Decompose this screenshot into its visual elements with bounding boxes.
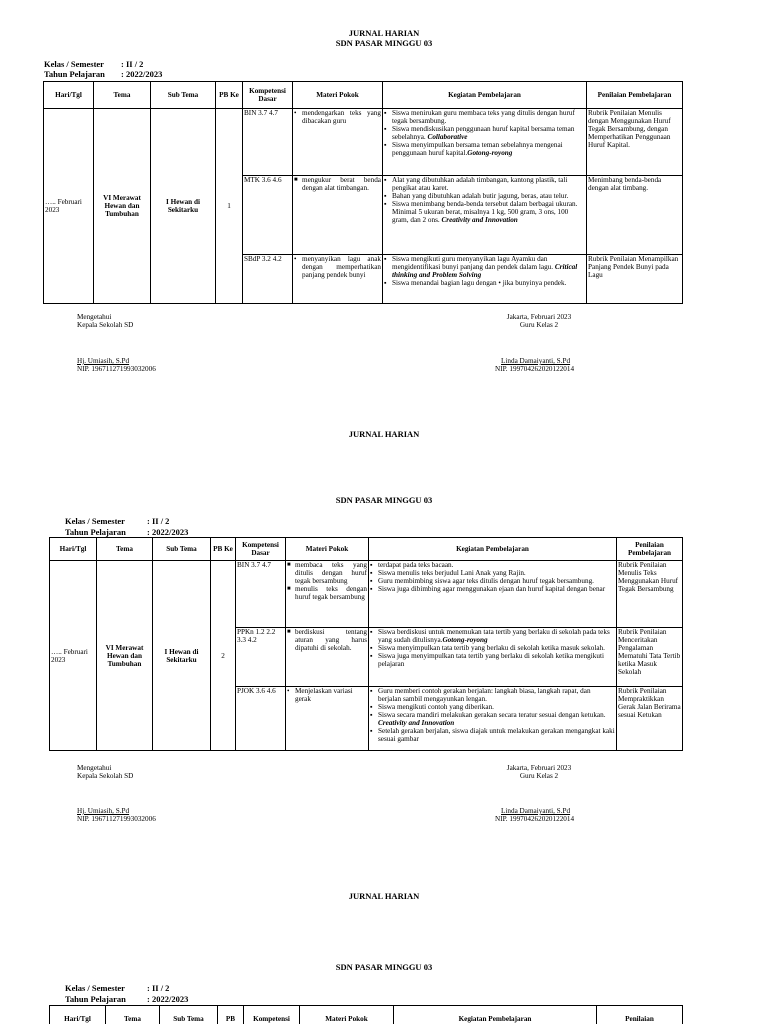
kegiatan-item — [392, 200, 585, 224]
pb-cell: 1 — [216, 109, 243, 304]
page2-tahun — [65, 527, 188, 537]
kegiatan-text: Siswa secara mandiri melakukan gerakan secara teratur sesuai dengan ketukan. — [378, 711, 606, 719]
kegiatan-item: ▪ Siswa menirukan guru membaca teks yang ditulis dengan huruf tegak bersambung. — [392, 109, 585, 125]
page1-sign-right-name — [495, 357, 574, 373]
sign-left-line2: Kepala Sekolah SD — [77, 321, 134, 329]
kegiatan-text: Siswa mengikuti guru menyanyikan lagu Ayamku dan mengidentifikasi bunyi panjang dan pendek dalam lagu. — [392, 255, 554, 271]
sign-left-nip: NIP. 196711271993032006 — [77, 815, 156, 823]
kelas-value: : II / 2 — [147, 516, 170, 526]
page1-sign-right — [503, 313, 575, 329]
tahun-label: Tahun Pelajaran — [44, 69, 105, 79]
page2-school: SDN PASAR MINGGU 03 — [335, 495, 433, 505]
kelas-label: Kelas / Semester — [65, 516, 125, 526]
header-kd: Kompetensi — [244, 1006, 300, 1024]
tahun-value: : 2022/2023 — [121, 69, 163, 79]
kegiatan-emphasis: Creativity and Innovation — [441, 216, 518, 224]
kd-cell: PPKn 1.2 2.2 3.3 4.2 — [236, 628, 286, 687]
kegiatan-item: ▪ Guru memberi contoh gerakan berjalan: langkah biasa, langkah rapat, dan berjalan sambil mengayunkan lengan. — [378, 687, 615, 703]
kegiatan-text: Siswa berdiskusi untuk menemukan tata tertib yang berlaku di sekolah pada teks yang sudah ditulisnya. — [378, 628, 610, 644]
tahun-label: Tahun Pelajaran — [65, 994, 126, 1004]
kelas-value: : II / 2 — [121, 59, 144, 69]
page1-journal-table — [43, 81, 683, 304]
page3-tahun — [65, 994, 188, 1004]
materi-item: • Menjelaskan variasi gerak — [295, 687, 367, 703]
kegiatan-emphasis: Critical thinking and Problem Solving — [392, 263, 578, 279]
page2-sign-right — [503, 764, 575, 780]
sign-left-line1: Mengetahui — [77, 764, 112, 772]
tahun-label: Tahun Pelajaran — [65, 527, 126, 537]
header-pb: PB Ke — [216, 82, 243, 109]
header-penilaian: Penilaian Pembelajaran — [617, 538, 683, 561]
kegiatan-item: ▪ Setelah gerakan berjalan, siswa diajak untuk melakukan gerakan mengangkat kaki sesuai gambar — [378, 727, 615, 743]
header-materi: Materi Pokok — [286, 538, 369, 561]
page1-title: JURNAL HARIAN — [348, 28, 420, 38]
materi-cell — [286, 687, 369, 751]
header-tema: Tema — [106, 1006, 160, 1024]
header-tema: Tema — [94, 82, 151, 109]
header-materi: Materi Pokok — [293, 82, 383, 109]
header-penilaian: Penilaian Pembelajaran — [587, 82, 683, 109]
kegiatan-item: ▪ Siswa menulis teks berjudul Lani Anak yang Rajin. — [378, 569, 615, 577]
sign-left-line1: Mengetahui — [77, 313, 112, 321]
kegiatan-text: Siswa menimbang benda-benda tersebut dalam berbagai ukuran. Minimal 5 ukuran berat, misalnya 1 kg, 500 gram, 3 ons, 100 gram, dan 2 ons. — [392, 200, 578, 224]
tahun-value: : 2022/2023 — [147, 527, 189, 537]
penilaian-cell: Rubrik Penilaian Menampilkan Panjang Pendek Bunyi pada Lagu — [587, 255, 683, 304]
kd-cell: BIN 3.7 4.7 — [243, 109, 293, 176]
kelas-value: : II / 2 — [147, 983, 170, 993]
materi-item: ■ mengukur berat benda dengan alat timbangan. — [302, 176, 381, 192]
header-kd: Kompetensi Dasar — [236, 538, 286, 561]
kegiatan-item: ▪ Siswa menyimpulkan tata tertib yang berlaku di sekolah ketika masuk sekolah. — [378, 644, 615, 652]
kegiatan-text: Siswa mendiskusikan penggunaan huruf kapital bersama teman sebelahnya. — [392, 125, 575, 141]
sign-left-name: Hj. Umiasih, S.Pd — [77, 807, 130, 815]
kelas-label: Kelas / Semester — [65, 983, 125, 993]
page3-table-clip — [49, 1005, 689, 1024]
subtema-cell: I Hewan di Sekitarku — [153, 561, 211, 751]
materi-cell — [293, 255, 383, 304]
kegiatan-cell — [369, 561, 617, 628]
kegiatan-emphasis: Collaborative — [427, 133, 468, 141]
page1-kelas — [44, 59, 143, 69]
sign-right-nip: NIP. 199704262020122014 — [495, 365, 575, 373]
kegiatan-emphasis: Creativity and Innovation — [378, 719, 455, 727]
header-subtema: Sub Tema — [151, 82, 216, 109]
sign-left-name: Hj. Umiasih, S.Pd — [77, 357, 130, 365]
page2-title: JURNAL HARIAN — [348, 429, 420, 439]
kegiatan-item: ▪ Bahan yang dibutuhkan adalah butir jagung, beras, atau telur. — [392, 192, 585, 200]
header-subtema: Sub Tema — [160, 1006, 218, 1024]
materi-item: ■ membaca teks yang ditulis dengan huruf tegak bersambung — [295, 561, 367, 585]
kegiatan-item — [378, 628, 615, 644]
kegiatan-item — [392, 141, 585, 157]
sign-right-line2: Guru Kelas 2 — [519, 772, 559, 780]
tahun-value: : 2022/2023 — [147, 994, 189, 1004]
header-hari: Hari/Tgl — [50, 538, 97, 561]
sign-right-nip: NIP. 199704262020122014 — [495, 815, 575, 823]
materi-item: ■ berdiskusi tentang aturan yang harus dipatuhi di sekolah. — [295, 628, 367, 652]
sign-left-line2: Kepala Sekolah SD — [77, 772, 134, 780]
page1-school: SDN PASAR MINGGU 03 — [335, 38, 433, 48]
kegiatan-cell — [383, 109, 587, 176]
header-kegiatan: Kegiatan Pembelajaran — [369, 538, 617, 561]
header-pb: PB Ke — [211, 538, 236, 561]
kegiatan-cell — [369, 687, 617, 751]
tema-cell: VI Merawat Hewan dan Tumbuhan — [94, 109, 151, 304]
hari-cell: ….. Februari 2023 — [44, 109, 94, 304]
materi-item: ■ menulis teks dengan huruf tegak bersambung — [295, 585, 367, 601]
penilaian-cell: Menimbang benda-benda dengan alat timbang. — [587, 176, 683, 255]
sign-right-line1: Jakarta, Februari 2023 — [506, 764, 572, 772]
kegiatan-item: ▪ terdapat pada teks bacaan. — [378, 561, 615, 569]
hari-cell: ….. Februari 2023 — [50, 561, 97, 751]
page1-sign-left — [77, 313, 133, 329]
kegiatan-item — [392, 255, 585, 279]
materi-cell — [286, 628, 369, 687]
kegiatan-cell — [383, 255, 587, 304]
penilaian-cell: Rubrik Penilaian Menulis Teks Menggunakan Huruf Tegak Bersambung — [617, 561, 683, 628]
kegiatan-item: ▪ Siswa mengikuti contoh yang diberikan. — [378, 703, 615, 711]
materi-cell — [293, 176, 383, 255]
sign-right-line1: Jakarta, Februari 2023 — [506, 313, 572, 321]
page3-title: JURNAL HARIAN — [348, 891, 420, 901]
kegiatan-item: ▪ Siswa menandai bagian lagu dengan • jika bunyinya pendek. — [392, 279, 585, 287]
page1-tahun — [44, 69, 162, 79]
sign-right-line2: Guru Kelas 2 — [519, 321, 559, 329]
kd-cell: BIN 3.7 4.7 — [236, 561, 286, 628]
materi-cell — [286, 561, 369, 628]
kegiatan-item — [378, 711, 615, 727]
sign-right-name: Linda Damaiyanti, S.Pd — [501, 807, 571, 815]
header-pb: PB — [218, 1006, 244, 1024]
pb-cell: 2 — [211, 561, 236, 751]
page1-sign-left-name — [77, 357, 156, 373]
kegiatan-item: ▪ Guru membimbing siswa agar teks ditulis dengan huruf tegak bersambung. — [378, 577, 615, 585]
kd-cell: SBdP 3.2 4.2 — [243, 255, 293, 304]
page3-journal-table — [49, 1005, 683, 1024]
tema-cell: VI Merawat Hewan dan Tumbuhan — [97, 561, 153, 751]
kegiatan-cell — [383, 176, 587, 255]
subtema-cell: I Hewan di Sekitarku — [151, 109, 216, 304]
kelas-label: Kelas / Semester — [44, 59, 104, 69]
penilaian-cell: Rubrik Penilaian Menceritakan Pengalaman Mematuhi Tata Tertib ketika Masuk Sekolah — [617, 628, 683, 687]
penilaian-cell: Rubrik Penilaian Mempraktikkan Gerak Jalan Berirama sesuai Ketukan — [617, 687, 683, 751]
page2-sign-right-name — [495, 807, 574, 823]
kegiatan-text: Siswa menyimpulkan bersama teman sebelahnya mengenai penggunaan huruf kapital. — [392, 141, 563, 157]
page3-kelas — [65, 983, 169, 993]
header-subtema: Sub Tema — [153, 538, 211, 561]
kegiatan-emphasis: Gotong-royong — [467, 149, 513, 157]
materi-cell — [293, 109, 383, 176]
page2-journal-table — [49, 537, 683, 751]
penilaian-cell: Rubrik Penilaian Menulis dengan Menggunakan Huruf Tegak Bersambung, dengan Memperhatikan Penggunaan Huruf Kapital. — [587, 109, 683, 176]
header-tema: Tema — [97, 538, 153, 561]
page2-kelas — [65, 516, 169, 526]
header-kegiatan: Kegiatan Pembelajaran — [394, 1006, 597, 1024]
sign-left-nip: NIP. 196711271993032006 — [77, 365, 156, 373]
header-hari: Hari/Tgl — [44, 82, 94, 109]
kegiatan-item: ▪ Alat yang dibutuhkan adalah timbangan, kantong plastik, tali pengikat atau karet. — [392, 176, 585, 192]
kegiatan-item — [392, 125, 585, 141]
header-hari: Hari/Tgl — [50, 1006, 106, 1024]
kegiatan-item: ▪ Siswa juga dibimbing agar menggunakan ejaan dan huruf kapital dengan benar — [378, 585, 615, 593]
header-penilaian: Penilaian — [597, 1006, 683, 1024]
kegiatan-item: ▪ Siswa juga menyimpulkan tata tertib yang berlaku di sekolah ketika mengikuti pelajaran — [378, 652, 615, 668]
page3-school: SDN PASAR MINGGU 03 — [335, 962, 433, 972]
kegiatan-emphasis: Gotong-royong — [442, 636, 488, 644]
header-kd: Kompetensi Dasar — [243, 82, 293, 109]
materi-item: • mendengarkan teks yang dibacakan guru — [302, 109, 381, 125]
page2-sign-left — [77, 764, 133, 780]
header-kegiatan: Kegiatan Pembelajaran — [383, 82, 587, 109]
header-materi: Materi Pokok — [300, 1006, 394, 1024]
materi-item: • menyanyikan lagu anak dengan memperhatikan panjang pendek bunyi — [302, 255, 381, 279]
kd-cell: MTK 3.6 4.6 — [243, 176, 293, 255]
sign-right-name: Linda Damaiyanti, S.Pd — [501, 357, 571, 365]
page2-sign-left-name — [77, 807, 156, 823]
kegiatan-cell — [369, 628, 617, 687]
kd-cell: PJOK 3.6 4.6 — [236, 687, 286, 751]
